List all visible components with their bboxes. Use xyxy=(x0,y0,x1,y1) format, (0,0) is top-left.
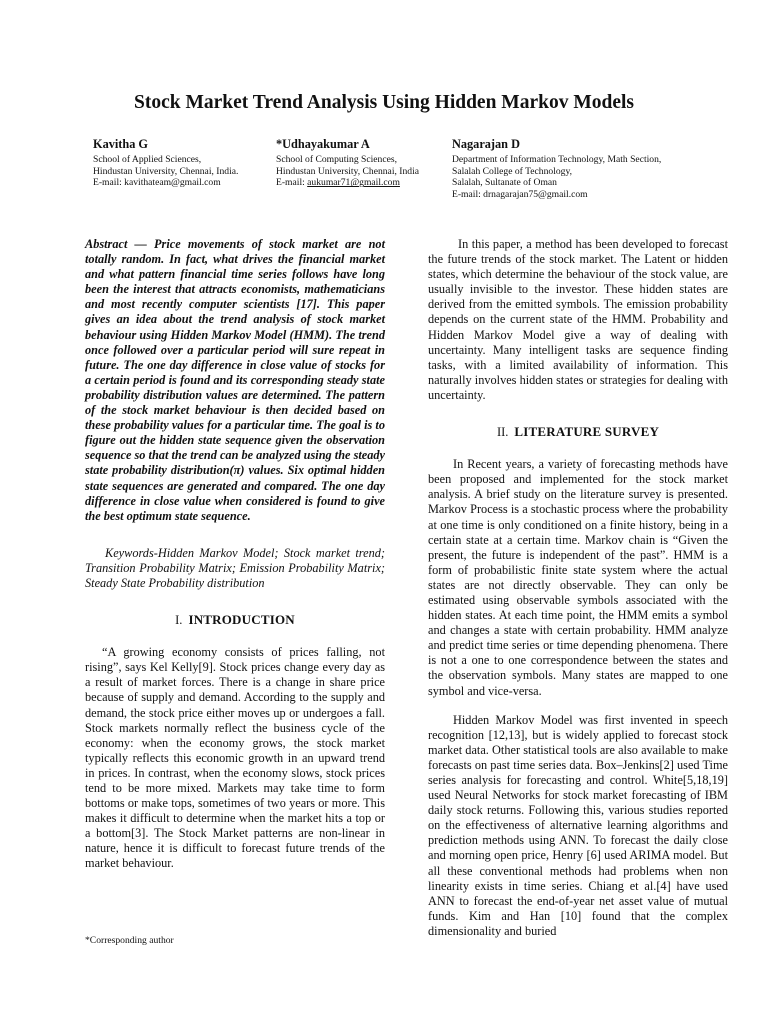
author-email: E-mail: drnagarajan75@gmail.com xyxy=(452,189,588,201)
section-heading-literature-survey xyxy=(428,424,728,440)
author-block-kavitha xyxy=(93,139,238,189)
right-column xyxy=(428,237,728,939)
abstract-text-cont: ) values. Six optimal hidden state sequences are generated and compared. The one day difference in close value when considered is found to give the best optimum state sequence. xyxy=(85,463,385,523)
author-email-line xyxy=(276,177,419,189)
section-number: II. xyxy=(496,425,509,440)
author-affiliation-line: Hindustan University, Chennai, India xyxy=(276,165,419,177)
section-title: LITERATURE SURVEY xyxy=(514,424,660,440)
author-affiliation-line: School of Computing Sciences, xyxy=(276,153,397,165)
literature-paragraph: Hidden Markov Model was first invented in speech recognition [12,13], but is widely applied to forecast stock market data. Other statistical tools are also available to make forecasts on past time series data. Box–Jenkins[2] used Time series analysis for forecasting and control. White[5,18,19] used Neural Networks for stock market forecasting of IBM daily stock returns. Following this, various studies reported on the effectiveness of alternative learning algorithms and prediction methods using ANN. To forecast the daily close and morning open price, Henry [6] used ARIMA model. But all these conventional methods had problems when non linearity exists in time series. Chiang et al.[4] have used ANN to forecast the end-of-year net asset value of mutual funds. Kim and Han [10] found that the complex dimensionality and buried xyxy=(428,712,728,938)
introduction-paragraph: “A growing economy consists of prices falling, not rising”, says Kel Kelly[9]. Stock prices change every day as a result of market forces. There is a change in share price because of supply and demand. According to the supply and demand, the stock price either moves up or undergoes a fall. Stock markets normally reflect the business cycle of the economy: when the economy grows, the stock market typically reflects this economic growth in an upward trend in prices. In contrast, when the economy slows, stock prices tend to be more mixed. Markets may take time to form bottoms or make tops, sometimes of two years or more. This makes it difficult to determine when the market hits a top or a bottom[3]. The Stock Market patterns are non-linear in nature, hence it is difficult to forecast future trends of the market behaviour. xyxy=(85,645,385,871)
author-affiliation-line: Salalah College of Technology, xyxy=(452,165,573,177)
author-email-link[interactable]: aukumar71@gmail.com xyxy=(307,177,400,189)
author-affiliation-line: Salalah, Sultanate of Oman xyxy=(452,177,557,189)
author-affiliation-line: Hindustan University, Chennai, India. xyxy=(93,165,239,177)
author-name: *Udhayakumar A xyxy=(276,137,370,151)
keywords-lead: Keywords- xyxy=(105,545,158,560)
section-number: I. xyxy=(175,613,183,628)
abstract-text: Price movements of stock market are not totally random. In fact, what drives the financial market and what pattern financial time series follows have long been the interest that attracts economists, mathematicians and most recently computer scientists [17]. This paper gives an idea about the trend analysis of stock market behaviour using Hidden Markov Model (HMM). The trend once followed over a particular period will sure repeat in future. The one day difference in close value of stocks for a certain period is found and its corresponding steady state probability distribution values are determined. The pattern of the stock market behaviour is then decided based on these probability values for a particular time. The goal is to figure out the hidden state sequence given the observation sequence so that the trend can be analyzed using the steady state probability distribution( xyxy=(85,237,385,478)
section-title: INTRODUCTION xyxy=(188,612,295,628)
author-name: Nagarajan D xyxy=(452,137,520,151)
author-block-nagarajan xyxy=(452,139,661,201)
author-block-udhayakumar xyxy=(276,139,419,189)
abstract xyxy=(85,237,385,524)
pi-symbol: π xyxy=(233,463,241,478)
author-affiliation-line: School of Applied Sciences, xyxy=(93,153,202,165)
author-email: E-mail: kavithateam@gmail.com xyxy=(93,177,221,189)
email-prefix: E-mail: xyxy=(276,177,308,189)
author-affiliation-line: Department of Information Technology, Math Section, xyxy=(452,153,662,165)
abstract-lead: Abstract — xyxy=(85,237,155,251)
author-name: Kavitha G xyxy=(93,137,148,151)
keywords xyxy=(85,546,385,591)
method-paragraph: In this paper, a method has been developed to forecast the future trends of the stock market. The Latent or hidden states, which determine the behaviour of the stock value, are usually invisible to the investor. These hidden states are derived from the emitted symbols. The emission probability depends on the current state of the HMM. Probability and Hidden Markov Model give a way of dealing with uncertainty. Many intelligent tasks are sequence finding tasks, with a limited availability of information. This naturally involves hidden states or strategies for dealing with uncertainty. xyxy=(428,237,728,402)
paper-title: Stock Market Trend Analysis Using Hidden Markov Models xyxy=(133,92,634,113)
left-column xyxy=(85,237,385,872)
section-heading-introduction xyxy=(85,612,385,628)
footnote-corresponding-author: *Corresponding author xyxy=(85,935,174,946)
keywords-text: Hidden Markov Model; Stock market trend; Transition Probability Matrix; Emission Probability Matrix; Steady State Probability distribution xyxy=(85,545,385,590)
literature-paragraph: In Recent years, a variety of forecasting methods have been proposed and implemented for the stock market analysis. A brief study on the literature survey is presented. Markov Process is a stochastic process where the probability at one time is only conditioned on a finite history, being in a certain state at a certain time. Markov chain is “Given the present, the future is independent of the past”. HMM is a form of probabilistic finite state system where the actual states are not directly observable. They can only be estimated using observable symbols associated with the hidden states. At each time point, the HMM emits a symbol and changes a state with certain probability. HMM analyze and predict time series or time depending phenomena. There is not a one to one correspondence between the states and the observation symbols. Many states are mapped to one symbol and vice-versa. xyxy=(428,457,728,698)
